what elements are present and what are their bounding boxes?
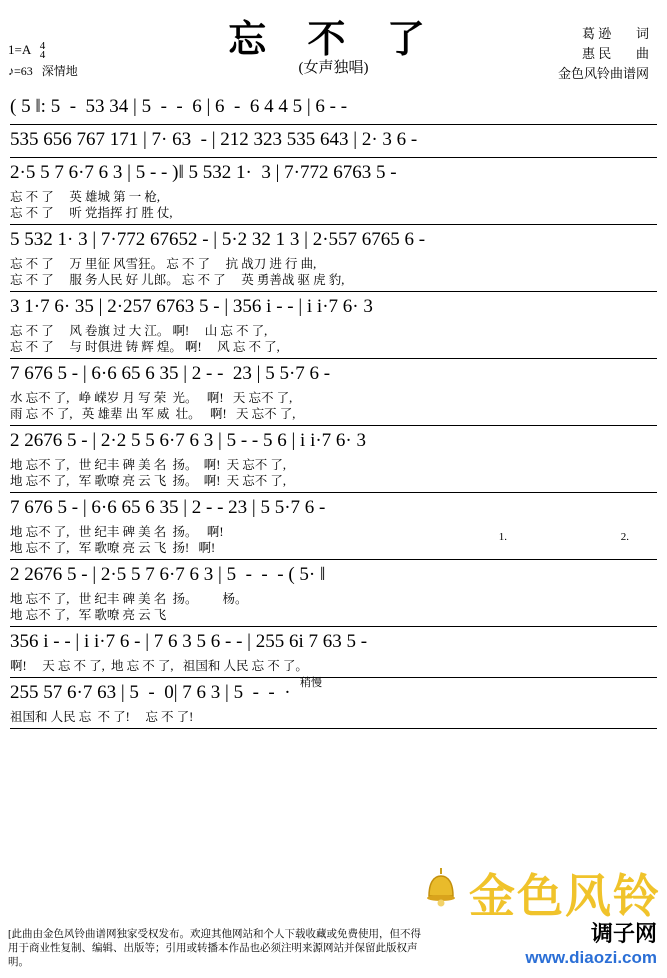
note-row: 255 57 6·7 63 | 5 - 0| 7 6 3 | 5 - - · [10,682,291,703]
note-row: 2·5 5 7 6·7 6 3 | 5 - - )‖ 5 532 1· 3 | 7·772 6763 5 - [10,162,397,183]
staff-line [0,560,667,624]
lyric-row-1: 忘 不 了 英 雄城 第 一 枪, [10,190,161,204]
site-branding [525,917,657,968]
ending-1-label: 1. [498,531,507,543]
note-row: 535 656 767 171 | 7· 63 - | 212 323 535 643 | 2· 3 6 - [10,129,418,150]
bell-icon [419,864,463,908]
tempo-mark: ♪=63 [8,64,33,79]
note-row: 3 1·7 6· 35 | 2·257 6763 5 - | 356 i - - | i i·7 6· 3 [10,296,373,317]
lyric-row-2: 忘 不 了 与 时俱进 铸 辉 煌。 啊! 风 忘 不 了, [10,340,280,354]
watermark-text: 金色风铃 [469,869,661,923]
note-row: 2 2676 5 - | 2·5 5 7 6·7 6 3 | 5 - - - ( 5· ‖ [10,564,326,585]
note-row: 356 i - - | i i·7 6 - | 7 6 3 5 6 - - | 255 6i 7 63 5 - [10,631,368,652]
lyric-row-1: 忘 不 了 风 卷旗 过 大 江。 啊! 山 忘 不 了, [10,324,268,338]
meter-top: 4 [39,40,46,53]
meter-bottom: 4 [39,49,46,62]
lyric-row-2: 地 忘不 了, 军 歌嘹 亮 云 飞 扬。 啊! 天 忘不 了, [10,474,287,488]
key-label: 1=A [8,42,31,57]
note-row: 7 676 5 - | 6·6 65 6 35 | 2 - - 23 | 5 5·7 6 - [10,363,331,384]
publisher-name: 金色风铃曲谱网 [557,66,649,81]
staff-line [0,158,667,222]
subtitle: (女声独唱) [298,60,369,76]
lyric-row-2: 地 忘不 了, 军 歌嘹 亮 云 飞 扬! 啊! [10,541,216,555]
staff-line [0,359,667,423]
music-body [0,92,667,729]
staff-line [0,292,667,356]
expression-mark: 深情地 [41,64,78,79]
staff-line [0,493,667,557]
lyric-row-2: 雨 忘 不 了, 英 雄辈 出 军 威 壮。 啊! 天 忘不 了, [10,407,296,421]
key-signature-block [8,42,78,79]
lyric-row-1: 祖国和 人民 忘 不 了! 忘 不 了! [10,710,194,724]
lyric-row-2: 地 忘不 了, 军 歌嘹 亮 云 飞 [10,608,167,622]
lyricist-name: 葛 逊 [581,26,612,41]
lyric-row-1: 啊! 天 忘 不 了, 地 忘 不 了, 祖国和 人民 忘 不 了。 [10,659,308,673]
lyric-row-1: 地 忘不 了, 世 纪丰 碑 美 名 扬。 啊! [10,525,224,539]
lyric-row-1: 水 忘不 了, 峥 嵘岁 月 写 荣 光。 啊! 天 忘不 了, [10,391,293,405]
site-name-cn: 调子网 [590,921,657,947]
lyric-row-2: 忘 不 了 听 党指挥 打 胜 仗, [10,206,173,220]
lyric-row-1: 地 忘不 了, 世 纪丰 碑 美 名 扬。 杨。 [10,592,248,606]
note-row: 7 676 5 - | 6·6 65 6 35 | 2 - - 23 | 5 5·7 6 - [10,497,326,518]
page-title: 忘 不 了 [228,16,439,61]
lyric-row-1: 地 忘不 了, 世 纪丰 碑 美 名 扬。 啊! 天 忘不 了, [10,458,287,472]
lyric-row-1: 忘 不 了 万 里征 风雪狂。 忘 不 了 抗 战刀 进 行 曲, [10,257,317,271]
lyricist-role: 词 [635,26,649,41]
note-row: ( 5 ‖: 5 - 53 34 | 5 - - 6 | 6 - 6 4 4 5 | 6 - - [10,96,348,117]
tempo-change-mark: 稍慢 [300,677,322,689]
divider [10,728,657,729]
composer-name: 惠 民 [581,46,612,61]
note-row: 5 532 1· 3 | 7·772 67652 - | 5·2 32 1 3 | 2·557 6765 6 - [10,229,426,250]
credits [558,24,649,84]
staff-line [0,426,667,490]
site-url: www.diaozi.com [525,948,657,967]
staff-line [0,627,667,675]
copyright-note: [此曲由金色风铃曲谱网独家受权发布。欢迎其他网站和个人下载收藏或免费使用，但不得用于商业性复制、编辑、出版等；引用或转播本作品也必须注明来源网站并保留此版权声明。 [8,929,421,968]
staff-line [0,225,667,289]
lyric-row-2: 忘 不 了 服 务人民 好 儿郎。 忘 不 了 英 勇善战 驱 虎 豹, [10,273,345,287]
time-signature [40,42,46,60]
staff-line [0,678,667,726]
note-row: 2 2676 5 - | 2·2 5 5 6·7 6 3 | 5 - - 5 6 | i i·7 6· 3 [10,430,367,451]
ending-2-label: 2. [620,531,629,543]
staff-line [0,92,667,122]
composer-role: 曲 [635,46,649,61]
staff-line [0,125,667,155]
